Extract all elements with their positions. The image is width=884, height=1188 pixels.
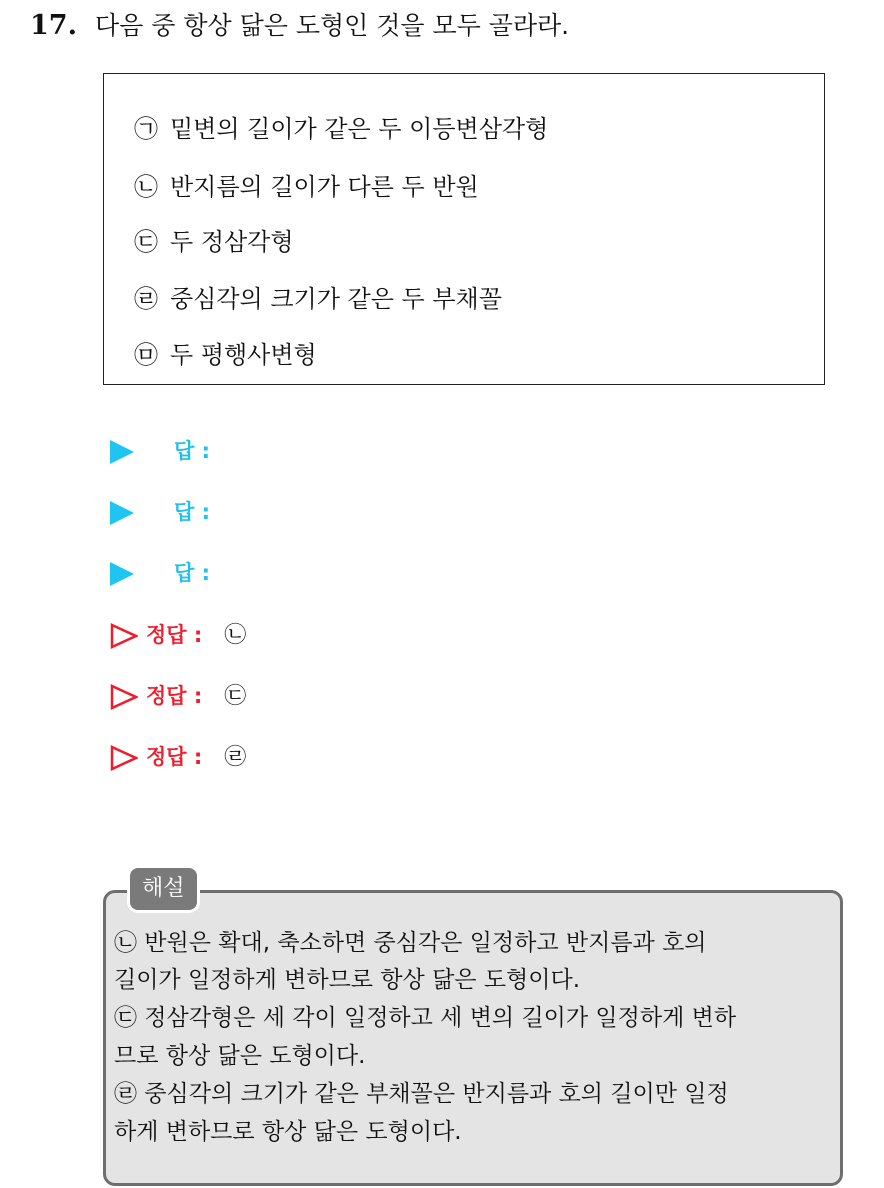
correct-arrow-icon	[110, 684, 138, 710]
choice-item	[134, 282, 502, 316]
explanation-line: ㉣ 중심각의 크기가 같은 부채꼴은 반지름과 호의 길이만 일정	[114, 1081, 729, 1107]
question-number: 17.	[30, 10, 77, 41]
choice-item	[134, 170, 479, 204]
explanation-line: ㉡ 반원은 확대, 축소하면 중심각은 일정하고 반지름과 호의	[114, 930, 707, 956]
explanation-line: 길이가 일정하게 변하므로 항상 닮은 도형이다.	[114, 967, 581, 993]
correct-answer-row	[110, 618, 246, 652]
correct-label: 정답 :	[146, 623, 203, 647]
choice-mark: ㉢	[134, 228, 158, 256]
choice-text: 반지름의 길이가 다른 두 반원	[170, 173, 479, 201]
choice-item	[134, 338, 317, 372]
answer-row	[110, 495, 210, 529]
correct-answer-value: ㉢	[224, 684, 247, 709]
answer-arrow-icon	[110, 562, 134, 586]
answer-label: 답 :	[174, 500, 210, 524]
correct-answer-value: ㉣	[224, 745, 247, 770]
choice-text: 두 정삼각형	[170, 228, 294, 256]
answer-arrow-icon	[110, 501, 134, 525]
explanation-line: ㉢ 정삼각형은 세 각이 일정하고 세 변의 길이가 일정하게 변하	[114, 1005, 737, 1031]
answer-label: 답 :	[174, 439, 210, 463]
answer-label: 답 :	[174, 561, 210, 585]
choice-text: 두 평행사변형	[170, 341, 317, 369]
correct-answer-row	[110, 679, 246, 713]
explanation-line: 하게 변하므로 항상 닮은 도형이다.	[114, 1119, 462, 1145]
correct-answer-value: ㉡	[224, 623, 247, 648]
choice-item	[134, 112, 548, 146]
choice-mark: ㉣	[134, 285, 158, 313]
correct-arrow-icon	[110, 623, 138, 649]
correct-arrow-icon	[110, 745, 138, 771]
answer-arrow-icon	[110, 440, 134, 464]
choice-mark: ㉡	[134, 173, 158, 201]
correct-answer-row	[110, 740, 246, 774]
question-text: 다음 중 항상 닮은 도형인 것을 모두 골라라.	[94, 11, 570, 40]
question	[30, 6, 569, 46]
correct-label: 정답 :	[146, 745, 203, 769]
choice-mark: ㉤	[134, 341, 158, 369]
choice-item	[134, 225, 294, 259]
answer-row	[110, 556, 210, 590]
choice-text: 밑변의 길이가 같은 두 이등변삼각형	[170, 115, 549, 143]
answer-row	[110, 434, 210, 468]
choices-box	[103, 73, 825, 385]
choice-text: 중심각의 크기가 같은 두 부채꼴	[170, 285, 502, 313]
correct-label: 정답 :	[146, 684, 203, 708]
explanation-tag: 해설	[130, 868, 197, 910]
choice-mark: ㉠	[134, 115, 158, 143]
explanation-line: 므로 항상 닮은 도형이다.	[114, 1043, 366, 1069]
